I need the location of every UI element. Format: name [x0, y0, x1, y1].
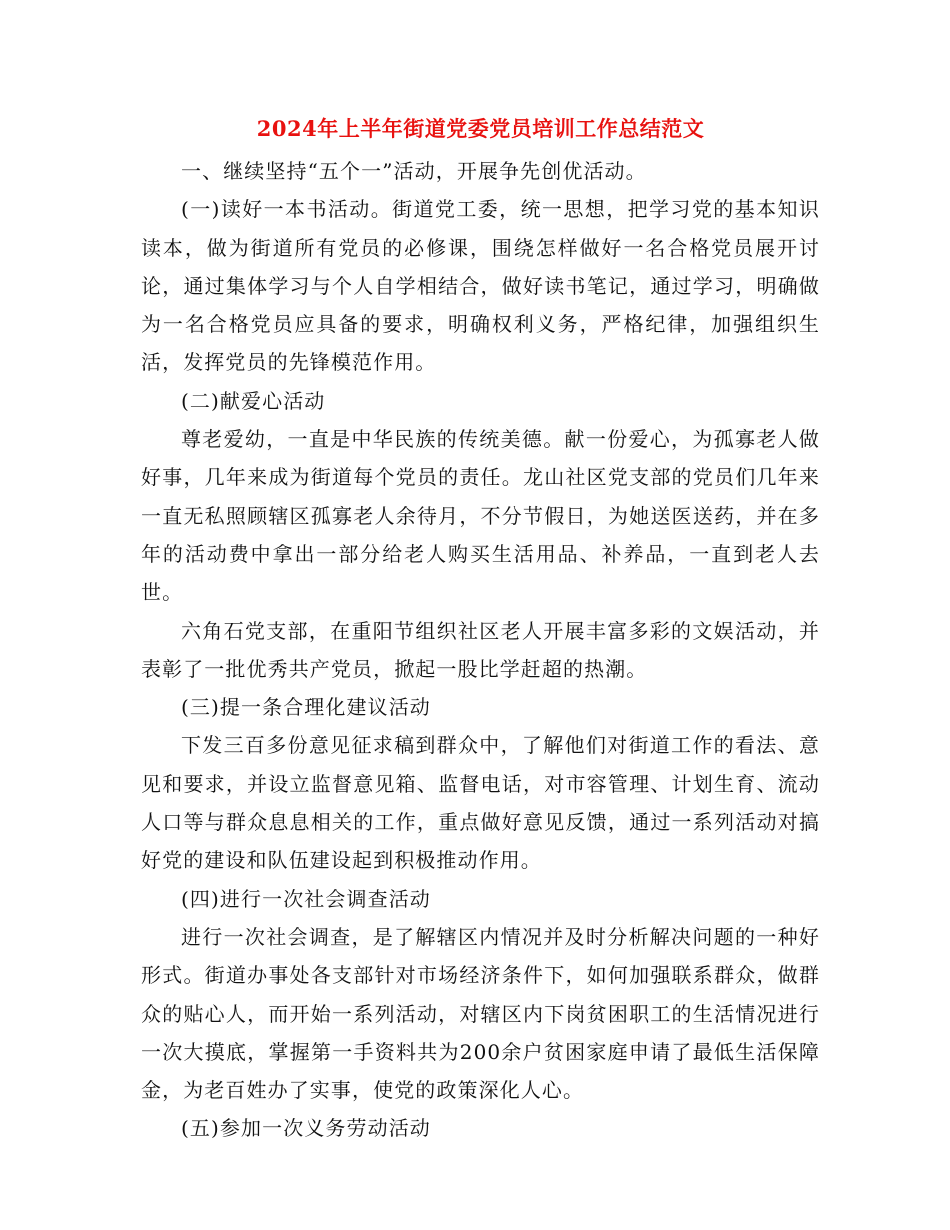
- paragraph-social-survey: 进行一次社会调查，是了解辖区内情况并及时分析解决问题的一种好形式。街道办事处各支部针对市场经济条件下，如何加强联系群众，做群众的贴心人，而开始一系列活动，对辖区内下岗贫困职工的生活情况进行一次大摸底，掌握第一手资料共为200余户贫困家庭申请了最低生活保障金，为老百姓办了实事，使党的政策深化人心。: [141, 924, 820, 1103]
- subheading-suggestion-activity: (三)提一条合理化建议活动: [181, 695, 431, 720]
- subheading-volunteer-labor: (五)参加一次义务劳动活动: [181, 1116, 431, 1141]
- document-title: 2024年上半年街道党委党员培训工作总结范文: [256, 116, 705, 141]
- paragraph-respect-elders: 尊老爱幼，一直是中华民族的传统美德。献一份爱心，为孤寡老人做好事，几年来成为街道每个党员的责任。龙山社区党支部的党员们几年来一直无私照顾辖区孤寡老人余待月，不分节假日，为她送医送药，并在多年的活动费中拿出一部分给老人购买生活用品、补养品，一直到老人去世。: [141, 427, 820, 605]
- paragraph-opinion-survey: 下发三百多份意见征求稿到群众中，了解他们对街道工作的看法、意见和要求，并设立监督意见箱、监督电话，对市容管理、计划生育、流动人口等与群众息息相关的工作，重点做好意见反馈，通过一系列活动对搞好党的建设和队伍建设起到积极推动作用。: [141, 733, 820, 873]
- subheading-social-survey: (四)进行一次社会调查活动: [181, 886, 431, 911]
- section-heading-1: 一、继续坚持“五个一”活动，开展争先创优活动。: [181, 159, 647, 183]
- paragraph-reading-activity: (一)读好一本书活动。街道党工委，统一思想，把学习党的基本知识读本，做为街道所有党员的必修课，围绕怎样做好一名合格党员展开讨论，通过集体学习与个人自学相结合，做好读书笔记，通过学习，明确做为一名合格党员应具备的要求，明确权利义务，严格纪律，加强组织生活，发挥党员的先锋模范作用。: [141, 197, 820, 375]
- subheading-love-activity: (二)献爱心活动: [181, 388, 326, 413]
- paragraph-liujiaoshi-branch: 六角石党支部，在重阳节组织社区老人开展丰富多彩的文娱活动，并表彰了一批优秀共产党员，掀起一股比学赶超的热潮。: [141, 618, 820, 681]
